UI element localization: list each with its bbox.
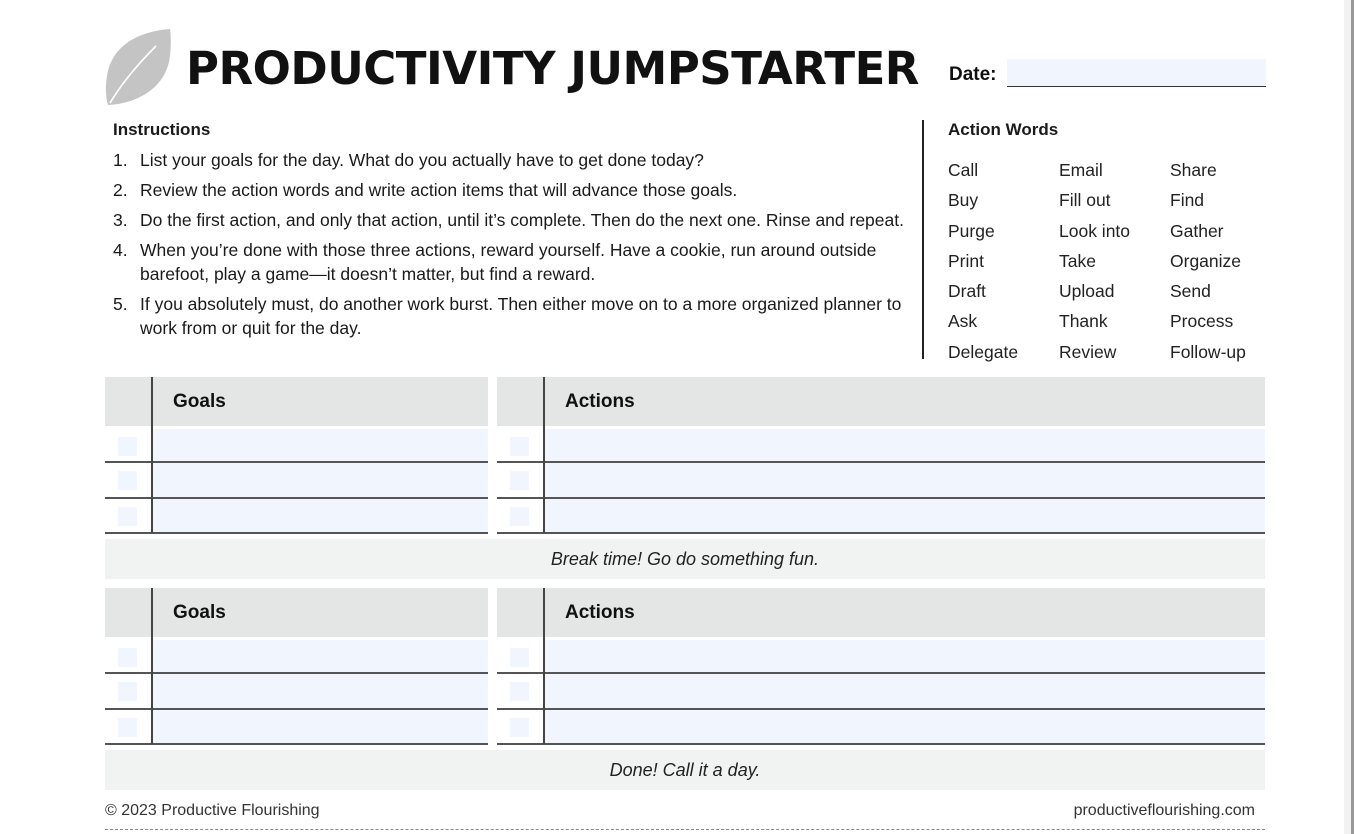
- action-checkbox[interactable]: [510, 471, 529, 490]
- action-word: Ask: [948, 311, 978, 332]
- action-input[interactable]: [545, 710, 1265, 744]
- action-word: Email: [1059, 160, 1103, 180]
- goals-header: Goals: [105, 588, 488, 637]
- action-word: Follow-up: [1170, 341, 1246, 362]
- page-title: PRODUCTIVITY JUMPSTARTER: [186, 42, 919, 95]
- action-row: [497, 463, 1265, 499]
- action-row: [497, 429, 1265, 463]
- leaf-icon: [104, 28, 172, 106]
- action-word: Find: [1170, 190, 1205, 211]
- goal-input[interactable]: [153, 429, 488, 461]
- action-words-heading: Action Words: [948, 120, 1059, 139]
- action-word: Purge: [948, 220, 995, 241]
- instruction-item: 2. Review the action words and write action items that will advance those goals.: [113, 180, 738, 200]
- goal-input[interactable]: [153, 499, 488, 533]
- date-input[interactable]: [1007, 59, 1266, 87]
- action-input[interactable]: [545, 463, 1265, 497]
- instructions-list: [113, 148, 913, 346]
- break-banner: Break time! Go do something fun.: [105, 539, 1265, 579]
- action-input[interactable]: [545, 499, 1265, 533]
- action-word: Fill out: [1059, 190, 1111, 211]
- section-divider: [922, 120, 924, 359]
- copyright-text: © 2023 Productive Flourishing: [105, 802, 320, 819]
- website-link[interactable]: productiveflourishing.com: [1073, 802, 1255, 819]
- instruction-item: 1. List your goals for the day. What do you actually have to get done today?: [113, 150, 704, 170]
- goals-table: [105, 377, 488, 534]
- action-word: Upload: [1059, 281, 1115, 302]
- action-word: Print: [948, 250, 984, 271]
- action-input[interactable]: [545, 674, 1265, 708]
- action-word: Buy: [948, 190, 979, 211]
- actions-header: Actions: [497, 588, 1265, 637]
- goal-checkbox[interactable]: [118, 507, 137, 526]
- action-word: Call: [948, 160, 979, 180]
- goal-row: [105, 499, 488, 535]
- action-checkbox[interactable]: [510, 507, 529, 526]
- action-row: [497, 640, 1265, 674]
- action-word: Process: [1170, 311, 1234, 332]
- action-word: Delegate: [948, 341, 1019, 362]
- actions-header: Actions: [497, 377, 1265, 426]
- action-word: Send: [1170, 281, 1211, 302]
- action-input[interactable]: [545, 429, 1265, 461]
- action-word: Take: [1059, 250, 1096, 271]
- column-divider: [543, 377, 545, 533]
- instruction-item: 3. Do the first action, and only that action, until it’s complete. Then do the next one. Rinse and repeat.: [113, 210, 904, 230]
- action-word: Share: [1170, 160, 1217, 180]
- action-word: Gather: [1170, 220, 1224, 241]
- goal-input[interactable]: [153, 463, 488, 497]
- action-word: Review: [1059, 341, 1117, 362]
- action-words-grid: [948, 155, 1281, 367]
- work-burst-section-2: [105, 588, 1265, 746]
- instruction-item: 5. If you absolutely must, do another work burst. Then either move on to a more organized planner to work from or quit for the day.: [113, 294, 902, 338]
- action-checkbox[interactable]: [510, 648, 529, 667]
- action-word: Organize: [1170, 250, 1242, 271]
- action-input[interactable]: [545, 640, 1265, 672]
- goal-checkbox[interactable]: [118, 648, 137, 667]
- action-checkbox[interactable]: [510, 437, 529, 456]
- goal-checkbox[interactable]: [118, 682, 137, 701]
- goal-input[interactable]: [153, 640, 488, 672]
- goal-row: [105, 640, 488, 674]
- goal-checkbox[interactable]: [118, 437, 137, 456]
- goals-header: Goals: [105, 377, 488, 426]
- date-label: Date:: [949, 64, 997, 85]
- actions-table: [497, 588, 1265, 745]
- column-divider: [543, 588, 545, 744]
- goal-row: [105, 463, 488, 499]
- goals-table: [105, 588, 488, 745]
- action-word: Thank: [1059, 311, 1108, 332]
- action-row: [497, 674, 1265, 710]
- done-banner: Done! Call it a day.: [105, 750, 1265, 790]
- column-divider: [151, 588, 153, 744]
- action-row: [497, 710, 1265, 746]
- actions-table: [497, 377, 1265, 534]
- instructions-heading: Instructions: [113, 120, 211, 139]
- action-checkbox[interactable]: [510, 682, 529, 701]
- goal-row: [105, 710, 488, 746]
- column-divider: [151, 377, 153, 533]
- footer-divider: [105, 829, 1265, 830]
- goal-checkbox[interactable]: [118, 471, 137, 490]
- work-burst-section-1: [105, 377, 1265, 535]
- goal-input[interactable]: [153, 674, 488, 708]
- action-word: Look into: [1059, 220, 1131, 241]
- goal-row: [105, 674, 488, 710]
- scrollbar[interactable]: [1344, 0, 1354, 834]
- instruction-item: 4. When you’re done with those three actions, reward yourself. Have a cookie, run around outside barefoot, play a game—it doesn’t matter, but find a reward.: [113, 240, 877, 284]
- action-word: Draft: [948, 281, 986, 302]
- action-checkbox[interactable]: [510, 718, 529, 737]
- goal-row: [105, 429, 488, 463]
- goal-input[interactable]: [153, 710, 488, 744]
- action-row: [497, 499, 1265, 535]
- goal-checkbox[interactable]: [118, 718, 137, 737]
